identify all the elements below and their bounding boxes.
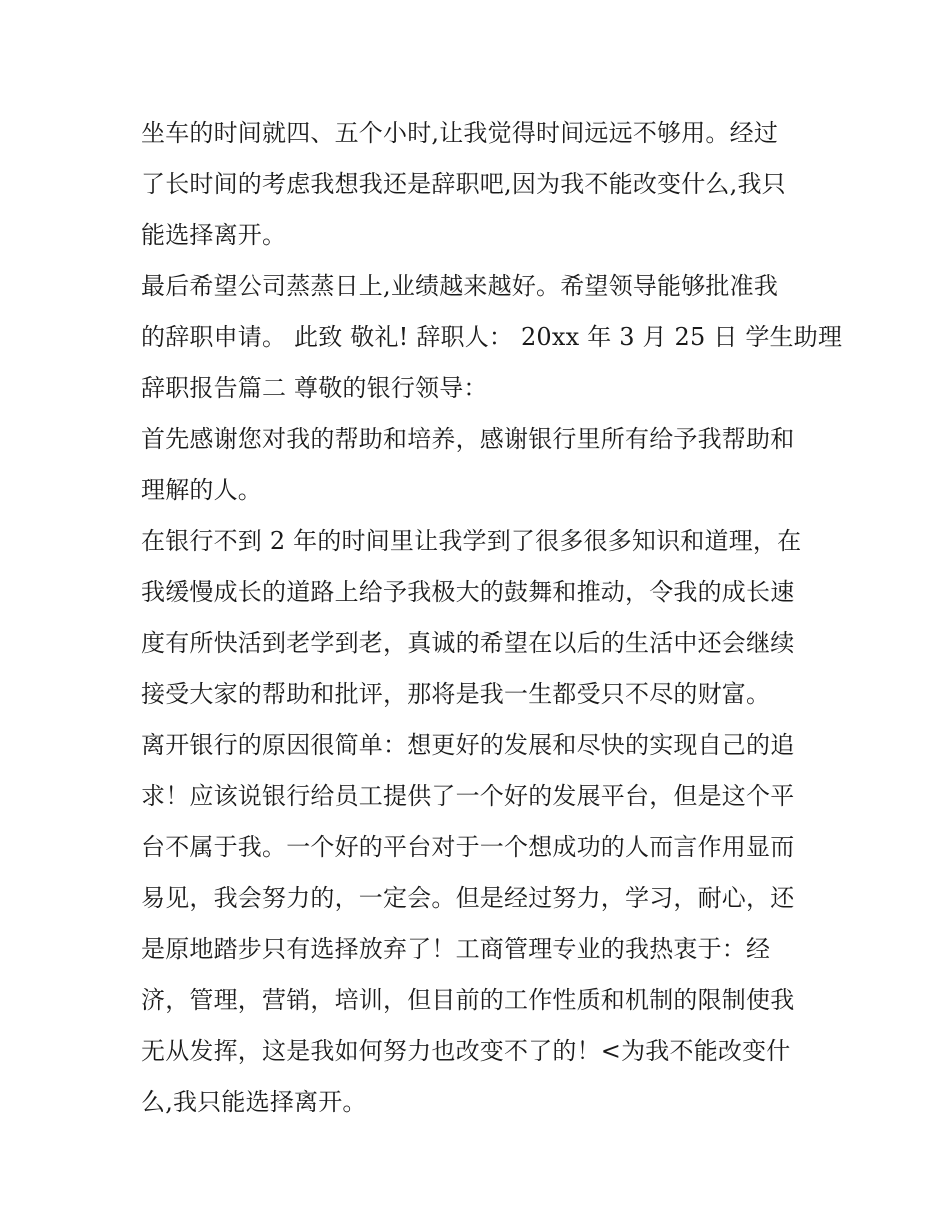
paragraph-5 — [141, 720, 821, 1128]
text-line: 了长时间的考虑我想我还是辞职吧,因为我不能改变什么,我只 — [141, 170, 786, 198]
text-line: 辞职报告篇二 尊敬的银行领导： — [141, 374, 488, 402]
text-line: 首先感谢您对我的帮助和培养，感谢银行里所有给予我帮助和 — [141, 425, 795, 453]
text-line: 最后希望公司蒸蒸日上,业绩越来越好。希望领导能够批准我 — [141, 272, 779, 300]
text-line: 在银行不到 2 年的时间里让我学到了很多很多知识和道理，在 — [141, 527, 802, 555]
text-line: 离开银行的原因很简单：想更好的发展和尽快的实现自己的追 — [141, 731, 795, 759]
paragraph-1 — [141, 108, 821, 261]
text-line: 能选择离开。 — [141, 221, 287, 249]
paragraph-4 — [141, 516, 821, 720]
text-line: 台不属于我。一个好的平台对于一个想成功的人而言作用显而 — [141, 833, 795, 861]
text-line: 济，管理，营销，培训，但目前的工作性质和机制的限制使我 — [141, 986, 795, 1014]
text-line: 求！应该说银行给员工提供了一个好的发展平台，但是这个平 — [141, 782, 795, 810]
document-body — [141, 108, 843, 1128]
text-line: 接受大家的帮助和批评，那将是我一生都受只不尽的财富。 — [141, 680, 771, 708]
text-line: 理解的人。 — [141, 476, 262, 504]
text-line: 坐车的时间就四、五个小时,让我觉得时间远远不够用。经过 — [141, 119, 779, 147]
paragraph-3 — [141, 414, 821, 516]
text-line: 易见，我会努力的，一定会。但是经过努力，学习，耐心，还 — [141, 884, 795, 912]
text-line: 我缓慢成长的道路上给予我极大的鼓舞和推动，令我的成长速 — [141, 578, 795, 606]
text-line: 无从发挥，这是我如何努力也改变不了的！<为我不能改变什 — [141, 1037, 791, 1065]
text-line: 是原地踏步只有选择放弃了！工商管理专业的我热衷于：经 — [141, 935, 771, 963]
text-line: 么,我只能选择离开。 — [141, 1088, 367, 1116]
paragraph-2 — [141, 261, 843, 414]
text-line: 度有所快活到老学到老，真诚的希望在以后的生活中还会继续 — [141, 629, 795, 657]
text-line: 的辞职申请。 此致 敬礼! 辞职人： 20xx 年 3 月 25 日 学生助理 — [141, 323, 843, 351]
